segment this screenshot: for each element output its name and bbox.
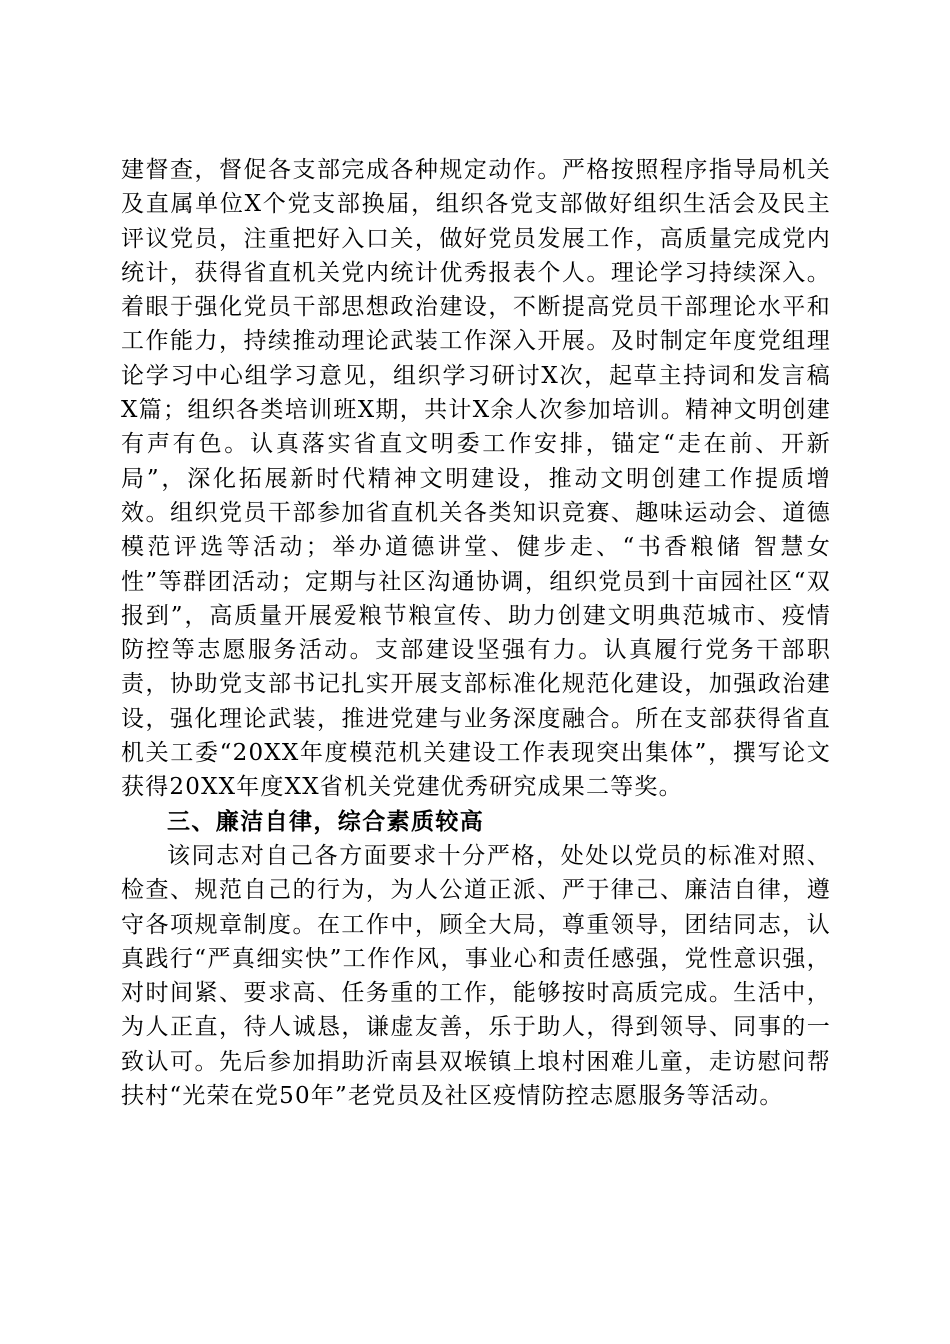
document-body <box>121 153 831 1113</box>
body-paragraph-integrity: 该同志对自己各方面要求十分严格，处处以党员的标准对照、检查、规范自己的行为，为人公道正派、严于律己、廉洁自律，遵守各项规章制度。在工作中，顾全大局，尊重领导，团结同志，认真践行“严真细实快”工作作风，事业心和责任感强，党性意识强，对时间紧、要求高、任务重的工作，能够按时高质完成。生活中，为人正直，待人诚恳，谦虚友善，乐于助人，得到领导、同事的一致认可。先后参加捐助沂南县双堠镇上埌村困难儿童，走访慰问帮扶村“光荣在党50年”老党员及社区疫情防控志愿服务等活动。 <box>121 842 831 1110</box>
section-heading: 三、廉洁自律，综合素质较高 <box>167 808 485 835</box>
body-paragraph-continued: 建督查，督促各支部完成各种规定动作。严格按照程序指导局机关及直属单位X个党支部换届，组织各党支部做好组织生活会及民主评议党员，注重把好入口关，做好党员发展工作，高质量完成党内统计，获得省直机关党内统计优秀报表个人。理论学习持续深入。着眼于强化党员干部思想政治建设，不断提高党员干部理论水平和工作能力，持续推动理论武装工作深入开展。及时制定年度党组理论学习中心组学习意见，组织学习研讨X次，起草主持词和发言稿X篇；组织各类培训班X期，共计X余人次参加培训。精神文明创建有声有色。认真落实省直文明委工作安排，锚定“走在前、开新局”，深化拓展新时代精神文明建设，推动文明创建工作提质增效。组织党员干部参加省直机关各类知识竞赛、趣味运动会、道德模范评选等活动；举办道德讲堂、健步走、“书香粮储 智慧女性”等群团活动；定期与社区沟通协调，组织党员到十亩园社区“双报到”，高质量开展爱粮节粮宣传、助力创建文明典范城市、疫情防控等志愿服务活动。支部建设坚强有力。认真履行党务干部职责，协助党支部书记扎实开展支部标准化规范化建设，加强政治建设，强化理论武装，推进党建与业务深度融合。所在支部获得省直机关工委“20XX年度模范机关建设工作表现突出集体”，撰写论文获得20XX年度XX省机关党建优秀研究成果二等奖。 <box>121 157 831 801</box>
